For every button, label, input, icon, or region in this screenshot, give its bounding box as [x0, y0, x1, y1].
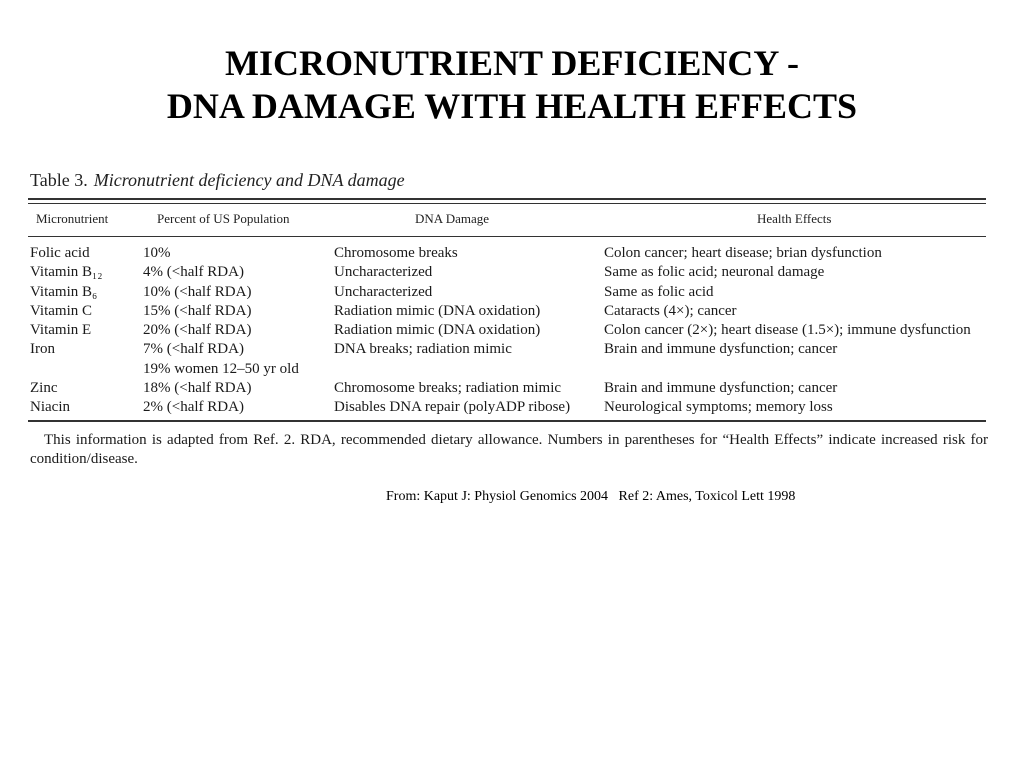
cell-micronutrient: Niacin [30, 399, 70, 416]
cell-percent: 10% (<half RDA) [143, 283, 252, 300]
cell-percent: 20% (<half RDA) [143, 322, 252, 339]
cell-percent: 2% (<half RDA) [143, 399, 244, 416]
table-bottom-rule [28, 420, 986, 422]
cell-micronutrient: Zinc [30, 380, 58, 397]
cell-percent: 15% (<half RDA) [143, 302, 252, 319]
cell-micronutrient: Iron [30, 341, 55, 358]
table-row [0, 398, 1024, 417]
cell-health-effects: Colon cancer; heart disease; brian dysfunction [604, 245, 882, 261]
table-row [0, 263, 1024, 282]
cell-micronutrient: Vitamin B₆ [30, 283, 98, 300]
cell-health-effects: Same as folic acid; neuronal damage [604, 264, 825, 281]
cell-micronutrient: Folic acid [30, 245, 90, 261]
column-header-dna-damage: DNA Damage [415, 211, 490, 226]
cell-dna-damage: Uncharacterized [334, 283, 433, 300]
source-citation: From: Kaput J: Physiol Genomics 2004 Ref 2: Ames, Toxicol Lett 1998 [386, 489, 796, 504]
cell-health-effects: Brain and immune dysfunction; cancer [604, 380, 838, 397]
table-footnote: This information is adapted from Ref. 2. RDA, recommended dietary allowance. Numbers in parentheses for “Health Effects” indicate increased risk for condition/disease. [30, 432, 988, 467]
cell-health-effects: Colon cancer (2×); heart disease (1.5×); immune dysfunction [604, 322, 971, 339]
table-top-rule [28, 198, 986, 200]
cell-dna-damage: Chromosome breaks; radiation mimic [334, 380, 562, 397]
column-header-health-effects: Health Effects [757, 211, 832, 226]
table-row [0, 302, 1024, 321]
title-line-2: DNA DAMAGE WITH HEALTH EFFECTS [166, 86, 858, 126]
cell-dna-damage: Radiation mimic (DNA oxidation) [334, 322, 541, 339]
cell-health-effects: Cataracts (4×); cancer [604, 302, 737, 319]
slide-title [0, 42, 1024, 128]
column-header-percent: Percent of US Population [157, 211, 290, 226]
table-caption [30, 170, 405, 191]
cell-percent: 7% (<half RDA) [143, 341, 244, 358]
table-row [0, 340, 1024, 359]
cell-health-effects: Brain and immune dysfunction; cancer [604, 341, 838, 358]
table-row [0, 379, 1024, 398]
cell-dna-damage: Chromosome breaks [334, 245, 458, 261]
cell-health-effects: Neurological symptoms; memory loss [604, 399, 833, 416]
table-row [0, 321, 1024, 340]
table-header-rule [28, 236, 986, 237]
table-caption-title: Micronutrient deficiency and DNA damage [93, 170, 405, 190]
table-row [0, 244, 1024, 263]
cell-health-effects: Same as folic acid [604, 283, 714, 300]
table-caption-label: Table 3. [30, 170, 88, 190]
cell-dna-damage: DNA breaks; radiation mimic [334, 341, 512, 358]
cell-percent: 10% [143, 245, 171, 261]
table-top-rule-thin [28, 203, 986, 204]
table-row [0, 360, 1024, 379]
cell-dna-damage: Radiation mimic (DNA oxidation) [334, 302, 541, 319]
cell-micronutrient: Vitamin B₁₂ [30, 264, 103, 281]
cell-micronutrient: Vitamin C [30, 302, 93, 319]
table-body [0, 244, 1024, 418]
cell-dna-damage: Disables DNA repair (polyADP ribose) [334, 399, 571, 416]
cell-percent: 18% (<half RDA) [143, 380, 252, 397]
cell-micronutrient: Vitamin E [30, 322, 92, 339]
title-line-1: MICRONUTRIENT DEFICIENCY - [224, 43, 800, 83]
table-row [0, 283, 1024, 302]
cell-percent: 4% (<half RDA) [143, 264, 244, 281]
cell-percent: 19% women 12–50 yr old [143, 360, 299, 377]
cell-dna-damage: Uncharacterized [334, 264, 433, 281]
column-header-micronutrient: Micronutrient [36, 211, 109, 226]
